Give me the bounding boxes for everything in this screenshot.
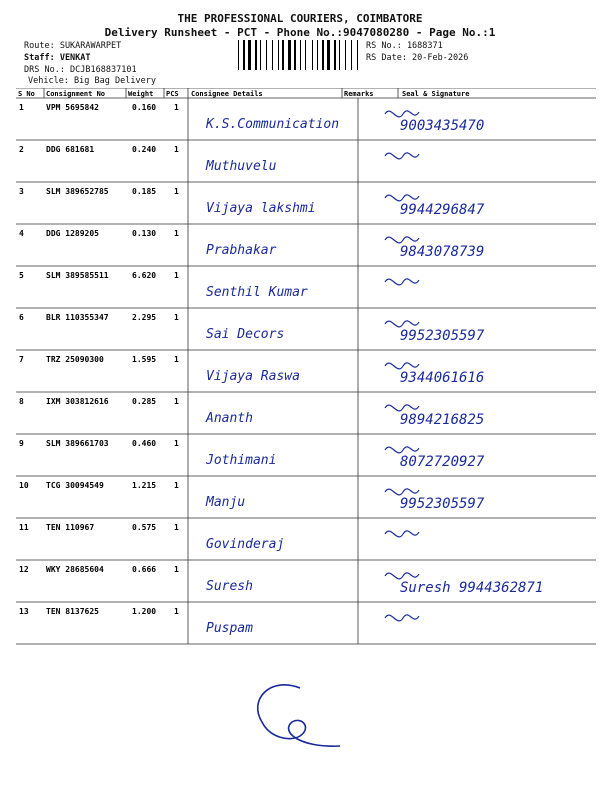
row-pcs: 1 [174,397,179,406]
row-sno: 7 [19,355,24,364]
signature-scribble [385,615,419,621]
row-consignment-no: IXM 303812616 [46,397,109,406]
row-consignment-no: SLM 389652785 [46,187,109,196]
row-consignment-no: TCG 30094549 [46,481,104,490]
row-pcs: 1 [174,313,179,322]
consignee-handwritten: Puspam [206,621,253,636]
row-sno: 13 [19,607,29,616]
staff-label: Staff: VENKAT [24,53,91,63]
signature-handwritten: 9344061616 [400,370,485,386]
row-pcs: 1 [174,481,179,490]
signature-handwritten: 8072720927 [400,454,485,470]
row-weight: 0.460 [132,439,157,448]
signature-scribble [385,531,419,537]
signature-scribble [385,489,419,495]
signature-scribble [385,363,419,369]
row-sno: 12 [19,565,29,574]
consignee-handwritten: Jothimani [206,453,277,468]
row-consignment-no: BLR 110355347 [46,313,109,322]
row-sno: 3 [19,187,24,196]
column-header: Consignee Details [191,90,263,98]
column-header: Weight [128,90,154,98]
signature-handwritten: 9843078739 [400,244,485,260]
row-weight: 0.285 [132,397,157,406]
consignee-handwritten: K.S.Communication [206,117,340,132]
column-header: Consignment No [46,90,106,98]
row-pcs: 1 [174,523,179,532]
consignee-handwritten: Prabhakar [206,243,277,258]
row-consignment-no: DDG 681681 [46,145,95,154]
vehicle-label: Vehicle: Big Bag Delivery [28,76,156,86]
row-sno: 9 [19,439,24,448]
signature-scribble [385,321,419,327]
row-weight: 1.595 [132,355,157,364]
consignee-handwritten: Sai Decors [206,327,285,342]
consignee-handwritten: Muthuvelu [206,159,277,174]
row-pcs: 1 [174,145,179,154]
row-pcs: 1 [174,229,179,238]
row-sno: 4 [19,229,24,238]
row-pcs: 1 [174,271,179,280]
signature-handwritten: 9003435470 [400,118,485,134]
row-consignment-no: DDG 1289205 [46,229,99,238]
consignee-handwritten: Suresh [206,579,253,594]
row-pcs: 1 [174,607,179,616]
row-weight: 1.200 [132,607,157,616]
signature-scribble [385,153,419,159]
row-weight: 0.666 [132,565,157,574]
consignee-handwritten: Vijaya lakshmi [206,201,316,216]
column-header: Remarks [344,90,374,98]
signature-handwritten: Suresh 9944362871 [400,580,544,596]
runsheet-title: Delivery Runsheet - PCT - Phone No.:9047080280 - Page No.:1 [104,26,496,39]
rs-date-label: RS Date: 20-Feb-2026 [366,53,469,63]
consignee-handwritten: Ananth [206,411,253,426]
signature-scribble [385,111,419,117]
route-label: Route: SUKARAWARPET [24,41,122,51]
row-pcs: 1 [174,355,179,364]
row-consignment-no: VPM 5695842 [46,103,99,112]
row-sno: 6 [19,313,24,322]
row-consignment-no: TEN 110967 [46,523,95,532]
company-name: THE PROFESSIONAL COURIERS, COIMBATORE [177,12,423,25]
row-pcs: 1 [174,565,179,574]
column-header: S No [18,90,35,98]
pen-signature [258,685,340,746]
column-header: Seal & Signature [402,90,470,98]
consignee-handwritten: Govinderaj [206,537,285,552]
row-weight: 0.185 [132,187,157,196]
consignee-handwritten: Vijaya Raswa [206,369,300,384]
signature-handwritten: 9894216825 [400,412,485,428]
signature-scribble [385,405,419,411]
row-weight: 0.240 [132,145,157,154]
signature-scribble [385,237,419,243]
row-weight: 0.160 [132,103,157,112]
row-pcs: 1 [174,439,179,448]
signature-scribble [385,279,419,285]
signature-scribble [385,195,419,201]
row-weight: 2.295 [132,313,157,322]
row-sno: 2 [19,145,24,154]
row-pcs: 1 [174,187,179,196]
row-consignment-no: TEN 8137625 [46,607,99,616]
row-weight: 6.620 [132,271,157,280]
consignee-handwritten: Senthil Kumar [206,285,308,300]
signature-scribble [385,573,419,579]
signature-handwritten: 9952305597 [400,496,485,512]
consignee-handwritten: Manju [206,495,246,510]
row-sno: 11 [19,523,29,532]
row-weight: 1.215 [132,481,157,490]
row-consignment-no: SLM 389661703 [46,439,109,448]
row-pcs: 1 [174,103,179,112]
signature-handwritten: 9944296847 [400,202,485,218]
row-consignment-no: WKY 28685604 [46,565,104,574]
signature-handwritten: 9952305597 [400,328,485,344]
signature-scribble [385,447,419,453]
row-weight: 0.130 [132,229,157,238]
row-sno: 10 [19,481,29,490]
row-sno: 8 [19,397,24,406]
row-consignment-no: TRZ 25090300 [46,355,104,364]
row-weight: 0.575 [132,523,157,532]
rs-no-label: RS No.: 1688371 [366,41,443,51]
row-consignment-no: SLM 389585511 [46,271,109,280]
column-header: PCS [166,90,179,98]
row-sno: 5 [19,271,24,280]
row-sno: 1 [19,103,24,112]
drs-label: DRS No.: DCJB168837101 [24,65,137,75]
